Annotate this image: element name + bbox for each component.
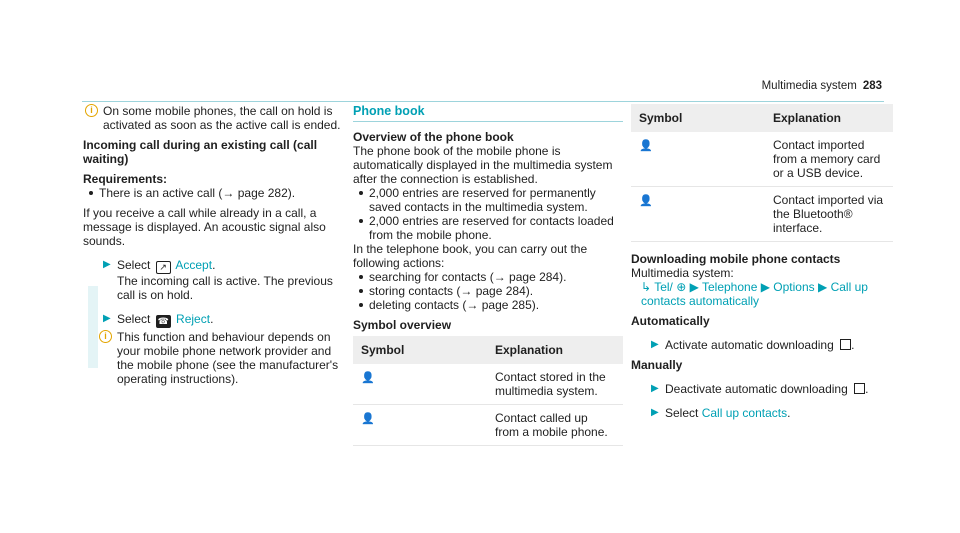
symbol-overview-heading: Symbol overview (353, 318, 452, 332)
table-row: 👤 Contact called up from a mobile phone. (353, 405, 623, 446)
symbol-table-cont (631, 104, 893, 242)
actions-intro: In the telephone book, you can carry out the following actions: (353, 242, 588, 270)
checkbox-checked-icon (840, 339, 851, 350)
accept-call-icon: ↗ (156, 261, 171, 274)
table-row: 👤 Contact imported from a memory card or a USB device. (631, 132, 893, 187)
path-tel[interactable]: Tel/ (654, 280, 673, 294)
overview-intro: The phone book of the mobile phone is automatically displayed in the multimedia system after the connection is established. (353, 144, 613, 186)
call-waiting-heading: Incoming call during an existing call (call waiting) (83, 138, 318, 166)
reject-call-icon: ☎ (157, 316, 169, 326)
list-item: 2,000 entries are reserved for contacts loaded from the mobile phone. (353, 214, 623, 242)
list-item: deleting contacts (→ page 285). (353, 298, 623, 312)
step-arrow-icon: ▶ (651, 383, 659, 394)
list-item: 2,000 entries are reserved for permanently saved contacts in the multimedia system. (353, 186, 623, 214)
accept-result: The incoming call is active. The previous call is on hold. (117, 274, 333, 302)
step-reject: ▶ Select ☎ Reject. (103, 312, 214, 326)
contact-called-icon: 👤 (361, 413, 375, 425)
accept-link[interactable]: Accept (175, 258, 213, 272)
table-row: 👤 Contact imported via the Bluetooth® interface. (631, 187, 893, 242)
page-number: 283 (862, 80, 882, 92)
step-select-call-up: ▶ Select Call up contacts. (651, 406, 791, 420)
requirement-item: There is an active call (→ page 282). (83, 186, 348, 200)
running-header (762, 80, 882, 92)
symbol-table (353, 336, 623, 446)
contact-stored-icon: 👤 (361, 372, 375, 384)
path-arrow-icon: ▶ (760, 280, 770, 294)
header-rule (82, 101, 884, 102)
checkbox-empty-icon (854, 383, 865, 394)
path-label: Multimedia system: (631, 266, 734, 280)
call-up-contacts-link[interactable]: Call up contacts (701, 406, 788, 420)
overview-heading: Overview of the phone book (353, 130, 514, 144)
note-network: i This function and behaviour depends on your mobile phone network provider and the mobile phone (see the manufacturer's operating instructions). (97, 330, 348, 386)
step-arrow-icon: ▶ (103, 259, 111, 270)
contact-imported-bt-icon: 👤 (639, 195, 653, 207)
auto-label: Automatically (631, 314, 710, 328)
reject-link[interactable]: Reject (176, 312, 211, 326)
table-header-row (631, 104, 893, 132)
step-arrow-icon: ▶ (103, 313, 111, 324)
column-left (83, 104, 348, 386)
menu-path (631, 280, 893, 308)
section-name: Multimedia system (761, 80, 857, 92)
phone-book-title: Phone book (353, 104, 623, 122)
globe-icon: ⊕ (676, 280, 687, 294)
step-accept: ▶ Select ↗ Accept. The incoming call is active. The previous call is on hold. (103, 258, 333, 302)
step-arrow-icon: ▶ (651, 407, 659, 418)
table-header-row (353, 336, 623, 364)
step-arrow-icon: ▶ (651, 339, 659, 350)
path-arrow-icon: ▶ (818, 280, 828, 294)
path-options[interactable]: Options (773, 280, 815, 294)
info-icon: i (85, 104, 98, 117)
th-explanation: Explanation (765, 104, 893, 132)
step-deactivate: ▶ Deactivate automatic downloading . (651, 382, 869, 396)
step-activate: ▶ Activate automatic downloading . (651, 338, 855, 352)
requirements-label: Requirements: (83, 172, 168, 186)
note-call-hold: i On some mobile phones, the call on hold is activated as soon as the active call is ended. (83, 104, 348, 132)
column-middle (353, 104, 623, 446)
table-row: 👤 Contact stored in the multimedia system. (353, 364, 623, 405)
call-waiting-paragraph: If you receive a call while already in a call, a message is displayed. An acoustic signal also sounds. (83, 206, 326, 248)
list-item: storing contacts (→ page 284). (353, 284, 623, 298)
contact-imported-usb-icon: 👤 (639, 140, 653, 152)
column-right (631, 104, 893, 420)
list-item: searching for contacts (→ page 284). (353, 270, 623, 284)
th-symbol: Symbol (631, 104, 765, 132)
path-call-up-auto[interactable]: Call up contacts automatically (641, 280, 868, 308)
manual-label: Manually (631, 358, 683, 372)
path-return-icon: ↳ (641, 280, 652, 294)
download-heading: Downloading mobile phone contacts (631, 252, 841, 266)
path-telephone[interactable]: Telephone (701, 280, 758, 294)
info-icon: i (99, 330, 112, 343)
th-explanation: Explanation (487, 336, 623, 364)
path-arrow-icon: ▶ (689, 280, 699, 294)
th-symbol: Symbol (353, 336, 487, 364)
